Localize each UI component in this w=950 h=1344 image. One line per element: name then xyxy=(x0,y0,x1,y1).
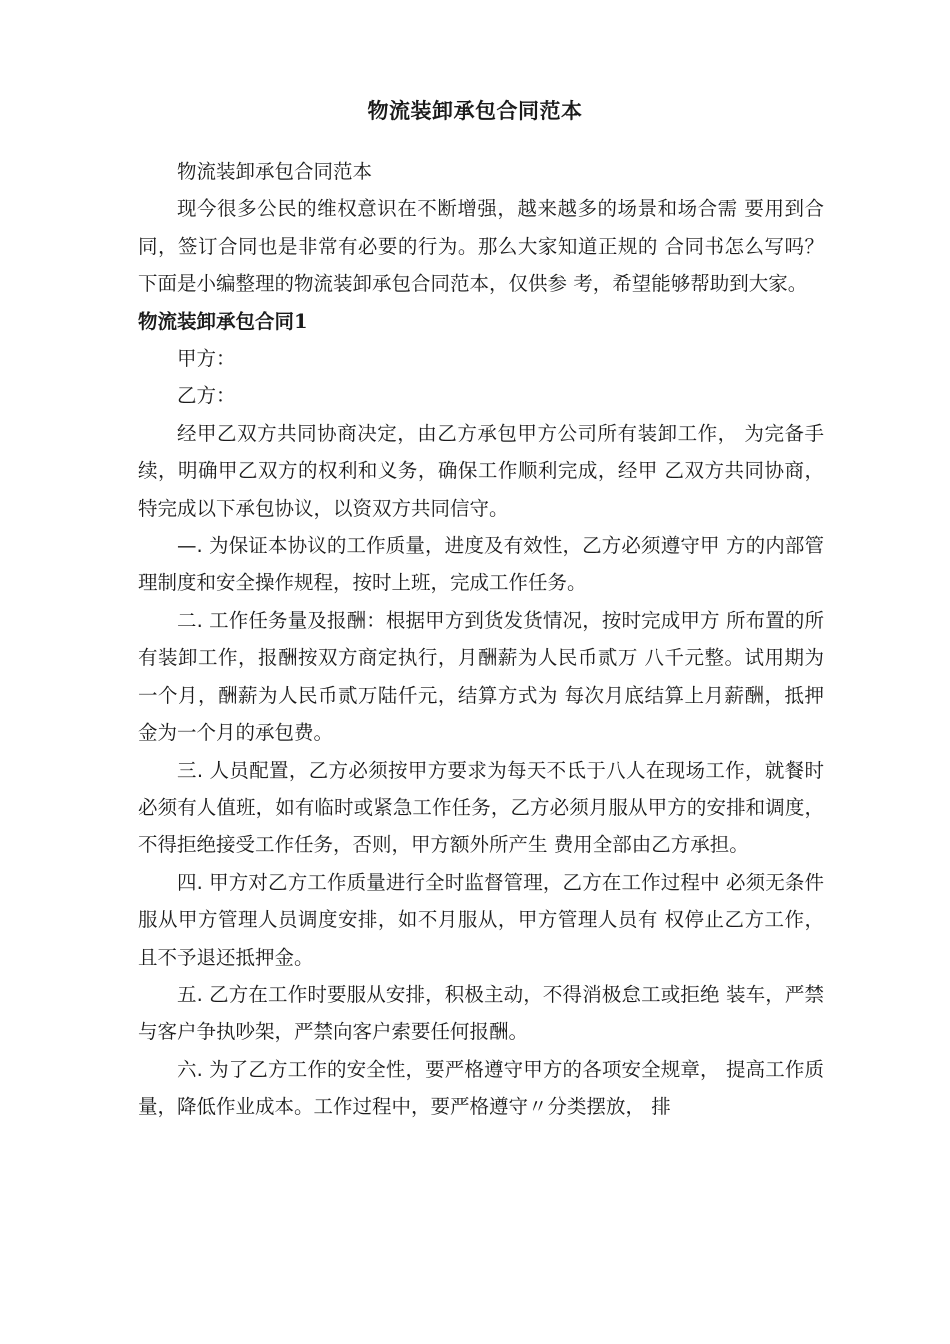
clause-2: 二. 工作任务量及报酬：根据甲方到货发货情况，按时完成甲方 所布置的所有装卸工作，报酬按双方商定执行，月酬薪为人民币贰万 八千元整。试用期为一个月，酬薪为人民币贰万陆仟元，结算方式为 每次月底结算上月薪酬，抵押金为一个月的承包费。 xyxy=(138,608,824,745)
clause-6: 六. 为了乙方工作的安全性，要严格遵守甲方的各项安全规章， 提高工作质量，降低作业成本。工作过程中，要严格遵守〃分类摆放， 排 xyxy=(138,1057,824,1119)
section-heading: 物流装卸承包合同1 xyxy=(138,309,308,333)
subtitle-paragraph: 物流装卸承包合同范本 xyxy=(177,160,373,183)
document-body xyxy=(138,153,824,1126)
clause-3: 三. 人员配置，乙方必须按甲方要求为每天不氐于八人在现场工作，就餐时必须有人值班，如有临时或紧急工作任务，乙方必须月服从甲方的安排和调度，不得拒绝接受工作任务，否则，甲方额外所产生 费用全部由乙方承担。 xyxy=(138,758,824,857)
party-a-line: 甲方： xyxy=(177,347,236,371)
clause-1: —. 为保证本协议的工作质量，进度及有效性，乙方必须遵守甲 方的内部管理制度和安全操作规程，按时上班，完成工作任务。 xyxy=(138,534,824,595)
preamble-paragraph: 经甲乙双方共同协商决定，由乙方承包甲方公司所有装卸工作， 为完备手续，明确甲乙双方的权利和义务，确保工作顺利完成，经甲 乙双方共同协商，特完成以下承包协议，以资双方共同信守。 xyxy=(138,421,824,520)
clause-4: 四. 甲方对乙方工作质量进行全时监督管理，乙方在工作过程中 必须无条件服从甲方管理人员调度安排，如不月服从，甲方管理人员有 权停止乙方工作，且不予退还抵押金。 xyxy=(138,870,824,969)
document-title: 物流装卸承包合同范本 xyxy=(367,98,583,123)
intro-paragraph: 现今很多公民的维权意识在不断增强，越来越多的场景和场合需 要用到合同，签订合同也是非常有必要的行为。那么大家知道正规的 合同书怎么写吗？下面是小编整理的物流装卸承包合同范本，仅供参 考，希望能够帮助到大家。 xyxy=(138,197,824,296)
party-b-line: 乙方： xyxy=(177,384,236,408)
clause-5: 五. 乙方在工作时要服从安排，积极主动，不得消极怠工或拒绝 装车，严禁与客户争执吵架，严禁向客户索要任何报酬。 xyxy=(138,982,824,1044)
